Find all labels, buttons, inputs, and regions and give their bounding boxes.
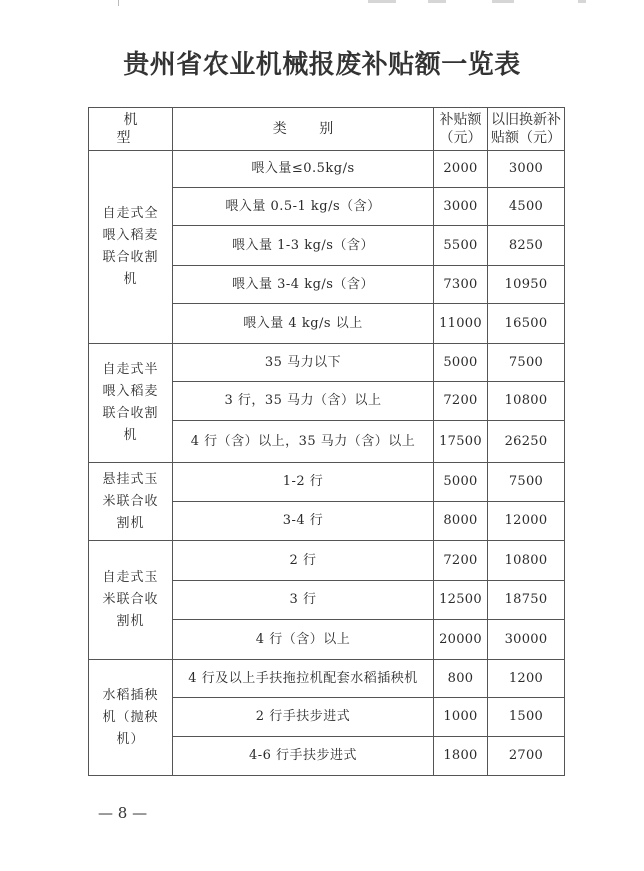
header-replace-subsidy: 以旧换新补贴额（元） <box>488 108 565 151</box>
subsidy-cell: 7300 <box>434 266 488 304</box>
table-row <box>89 541 565 581</box>
page-number: — 8 — <box>98 804 148 822</box>
category-cell: 喂入量 0.5-1 kg/s（含） <box>173 188 434 226</box>
subsidy-cell: 17500 <box>434 421 488 463</box>
subsidy-table <box>88 107 565 776</box>
subsidy-cell: 8000 <box>434 502 488 541</box>
category-cell: 35 马力以下 <box>173 344 434 382</box>
category-cell: 2 行手扶步进式 <box>173 698 434 737</box>
scan-mark <box>492 0 514 3</box>
header-machine-type: 机 型 <box>89 108 173 151</box>
replace-subsidy-cell: 26250 <box>488 421 565 463</box>
category-cell: 4-6 行手扶步进式 <box>173 737 434 776</box>
replace-subsidy-cell: 12000 <box>488 502 565 541</box>
replace-subsidy-cell: 2700 <box>488 737 565 776</box>
header-category: 类 别 <box>173 108 434 151</box>
subsidy-cell: 20000 <box>434 620 488 660</box>
subsidy-cell: 7200 <box>434 382 488 421</box>
subsidy-cell: 5000 <box>434 463 488 502</box>
table-body <box>89 151 565 776</box>
header-row <box>89 108 565 151</box>
table-row <box>89 660 565 698</box>
category-cell: 喂入量 1-3 kg/s（含） <box>173 226 434 266</box>
scan-mark <box>428 0 446 3</box>
replace-subsidy-cell: 30000 <box>488 620 565 660</box>
table-row <box>89 463 565 502</box>
replace-subsidy-cell: 18750 <box>488 581 565 620</box>
subsidy-cell: 1800 <box>434 737 488 776</box>
category-cell: 喂入量 4 kg/s 以上 <box>173 304 434 344</box>
category-cell: 3-4 行 <box>173 502 434 541</box>
subsidy-cell: 7200 <box>434 541 488 581</box>
subsidy-cell: 12500 <box>434 581 488 620</box>
category-cell: 喂入量≤0.5kg/s <box>173 151 434 188</box>
subsidy-cell: 2000 <box>434 151 488 188</box>
replace-subsidy-cell: 10800 <box>488 541 565 581</box>
machine-type-cell: 自走式全喂入稻麦联合收割机 <box>89 151 173 344</box>
replace-subsidy-cell: 7500 <box>488 463 565 502</box>
scan-mark <box>578 0 586 3</box>
page-title: 贵州省农业机械报废补贴额一览表 <box>123 50 521 80</box>
scan-top-edge <box>0 0 644 6</box>
table-row <box>89 151 565 188</box>
scan-mark <box>118 0 119 6</box>
subsidy-cell: 11000 <box>434 304 488 344</box>
replace-subsidy-cell: 1500 <box>488 698 565 737</box>
replace-subsidy-cell: 10800 <box>488 382 565 421</box>
category-cell: 喂入量 3-4 kg/s（含） <box>173 266 434 304</box>
subsidy-cell: 1000 <box>434 698 488 737</box>
category-cell: 3 行 <box>173 581 434 620</box>
machine-type-cell: 水稻插秧机（抛秧机） <box>89 660 173 776</box>
replace-subsidy-cell: 8250 <box>488 226 565 266</box>
scan-mark <box>368 0 396 3</box>
subsidy-cell: 5500 <box>434 226 488 266</box>
replace-subsidy-cell: 4500 <box>488 188 565 226</box>
machine-type-cell: 自走式玉米联合收割机 <box>89 541 173 660</box>
replace-subsidy-cell: 3000 <box>488 151 565 188</box>
header-subsidy: 补贴额（元） <box>434 108 488 151</box>
category-cell: 3 行，35 马力（含）以上 <box>173 382 434 421</box>
category-cell: 2 行 <box>173 541 434 581</box>
machine-type-cell: 悬挂式玉米联合收割机 <box>89 463 173 541</box>
replace-subsidy-cell: 7500 <box>488 344 565 382</box>
table-header <box>89 108 565 151</box>
subsidy-cell: 3000 <box>434 188 488 226</box>
category-cell: 4 行及以上手扶拖拉机配套水稻插秧机 <box>173 660 434 698</box>
replace-subsidy-cell: 10950 <box>488 266 565 304</box>
subsidy-cell: 5000 <box>434 344 488 382</box>
machine-type-cell: 自走式半喂入稻麦联合收割机 <box>89 344 173 463</box>
category-cell: 4 行（含）以上 <box>173 620 434 660</box>
category-cell: 1-2 行 <box>173 463 434 502</box>
table-row <box>89 344 565 382</box>
replace-subsidy-cell: 1200 <box>488 660 565 698</box>
category-cell: 4 行（含）以上，35 马力（含）以上 <box>173 421 434 463</box>
replace-subsidy-cell: 16500 <box>488 304 565 344</box>
subsidy-cell: 800 <box>434 660 488 698</box>
